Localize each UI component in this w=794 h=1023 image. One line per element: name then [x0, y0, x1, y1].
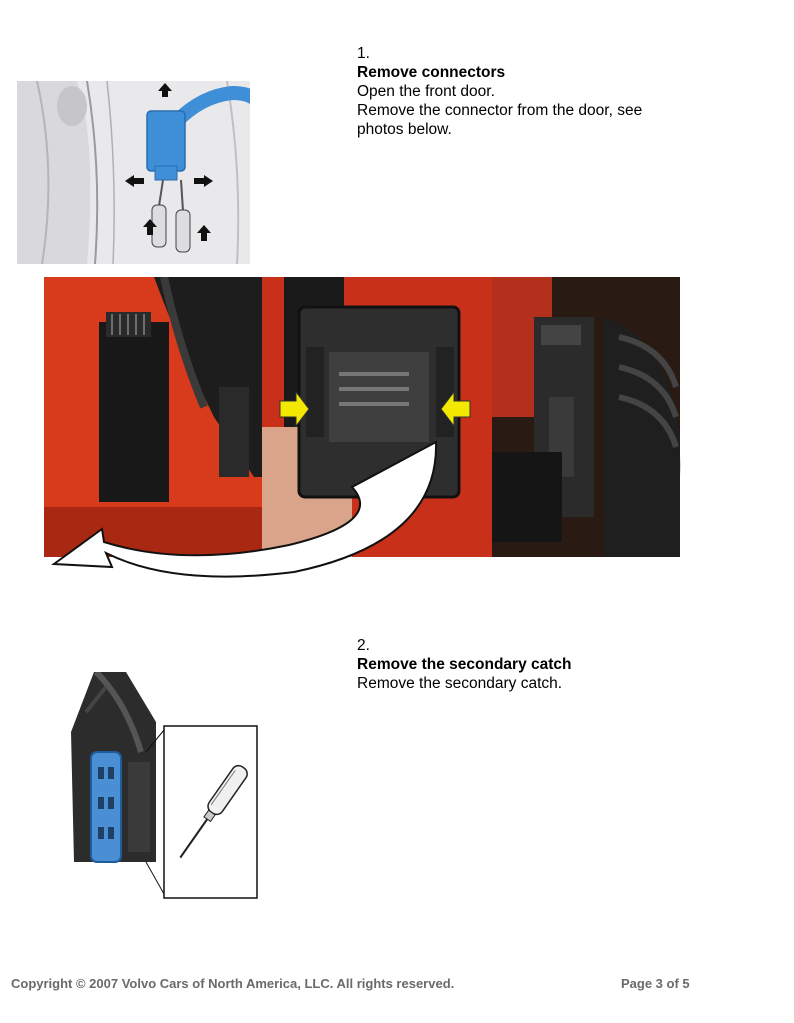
step2-title: Remove the secondary catch: [357, 656, 572, 673]
step1-title: Remove connectors: [357, 64, 506, 81]
step1-text: [357, 44, 777, 139]
step1-number: 1.: [357, 45, 370, 62]
photo-connector-right: [492, 277, 680, 557]
footer-copyright: Copyright © 2007 Volvo Cars of North America, LLC. All rights reserved.: [11, 976, 455, 991]
photo-connector-left: [44, 277, 262, 557]
step2-line-1: Remove the secondary catch.: [357, 675, 563, 692]
step1-line-1: Open the front door.: [357, 83, 495, 100]
footer-page-number: Page 3 of 5: [621, 976, 690, 991]
step2-number: 2.: [357, 637, 370, 654]
step1-line-3: photos below.: [357, 121, 452, 138]
step1-line-2: Remove the connector from the door, see: [357, 102, 643, 119]
connector-photo-strip: [44, 277, 684, 587]
step2-illustration: [66, 672, 260, 900]
step1-illustration: [17, 81, 250, 264]
step2-text: [357, 636, 777, 693]
